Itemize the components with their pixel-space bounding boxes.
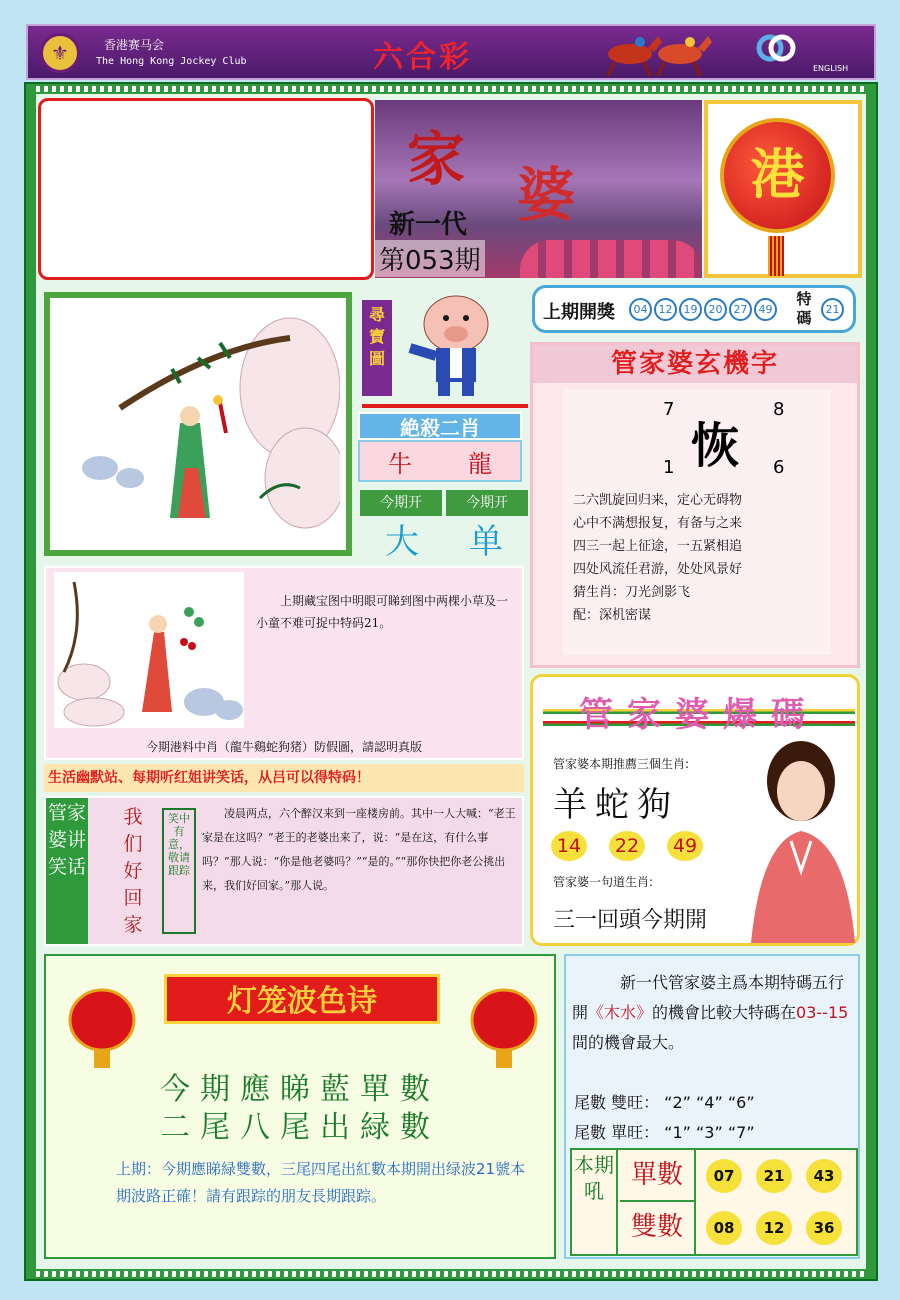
wx-text-a: 新一代管家婆主爲本期特碼五行開 xyxy=(572,973,845,1022)
lottery-rings-icon xyxy=(756,32,796,64)
mystery-word-panel xyxy=(530,342,860,668)
kill-zodiac-title: 絶殺二肖 xyxy=(358,412,522,440)
one-line-label: 管家婆一句道生肖: xyxy=(553,875,654,889)
open-label-2: 今期开 xyxy=(446,490,528,516)
recommend-label: 管家婆本期推薦三個生肖: xyxy=(553,757,690,771)
poem-line-1: 今期應睇藍單數 xyxy=(160,1072,440,1107)
odd-ball: 43 xyxy=(806,1159,842,1193)
one-line-hint: 三一回頭今期開 xyxy=(553,908,708,933)
child-scene-illustration xyxy=(54,572,244,728)
hot-code-title: 管家婆爆碼 xyxy=(543,685,855,745)
even-ball: 08 xyxy=(706,1211,742,1245)
even-ball: 12 xyxy=(756,1211,792,1245)
number-ball: 14 xyxy=(551,831,587,861)
open-label-1: 今期开 xyxy=(360,490,442,516)
wx-highlight: 《木水》 xyxy=(588,1003,653,1022)
scholar-scene-illustration xyxy=(60,308,340,538)
girl-portrait-image xyxy=(731,731,855,943)
divider xyxy=(362,404,528,408)
number-ball: 49 xyxy=(667,831,703,861)
special-ball: 21 xyxy=(821,298,844,321)
poem-line: 心中不满想报复，有备与之来 xyxy=(573,516,743,531)
mystery-word-body xyxy=(563,389,831,655)
poem-line: 四处风流任君游，处处风景好 xyxy=(573,562,743,577)
draw-ball: 04 xyxy=(629,298,652,321)
jockey-club-logo: ⚜ xyxy=(40,33,80,73)
lantern-icon xyxy=(68,980,136,1070)
puzzle-caption: 今期港料中肖（龍牛鷄蛇狗猪）防假圖，請認明真版 xyxy=(145,740,422,754)
treasure-map-label: 尋寶圖 xyxy=(362,300,392,396)
poem-line: 猜生肖：刀光剑影飞 xyxy=(573,585,691,600)
border-chain-bottom xyxy=(36,1271,866,1277)
treasure-picture xyxy=(44,292,352,556)
five-elements-text xyxy=(572,968,858,1058)
clue-number: 1 xyxy=(663,457,675,478)
mystery-character: 恢 xyxy=(691,418,740,474)
mark-six-title: 六合彩 xyxy=(373,40,472,75)
tail-double: 尾數 雙旺： “2” “4” “6” xyxy=(574,1093,755,1112)
pig-mascot-icon xyxy=(400,290,504,398)
club-name-english: The Hong Kong Jockey Club xyxy=(96,56,247,67)
draw-ball: 20 xyxy=(704,298,727,321)
clue-number: 7 xyxy=(663,399,675,420)
result-big: 大 xyxy=(385,521,419,562)
joke-text: 凌晨两点，六个醉汉来到一座楼房前。其中一人大喊：“老王家是在这吗？”老王的老婆出来了，说：“是在这，有什么事吗？”那人说：“你是他老婆吗？”“是的。”“那你快把你老公挑出来，我们好回家。”那人说。 xyxy=(202,807,516,892)
last-draw-label: 上期開獎 xyxy=(543,302,615,323)
lantern-icon xyxy=(470,980,538,1070)
issue-number: 第053期 xyxy=(375,240,485,277)
draw-ball: 27 xyxy=(729,298,752,321)
top-banner-bar xyxy=(26,24,876,80)
poem-line: 四三一起上征途，一五紧相追 xyxy=(573,539,743,554)
title-banner xyxy=(375,100,702,278)
tail-single: 尾數 單旺： “1” “3” “7” xyxy=(574,1123,755,1142)
blank-ad-box xyxy=(38,98,374,280)
five-elements-panel xyxy=(564,954,860,1259)
odd-even-label: 本期吼 xyxy=(572,1150,618,1254)
lantern-panel xyxy=(704,100,862,278)
poem-note: 上期：今期應睇緑雙數，三尾四尾出紅數本期開出绿波21號本期波路正確！請有跟踪的朋友長期跟踪。 xyxy=(116,1160,526,1205)
even-ball: 36 xyxy=(806,1211,842,1245)
border-chain-top xyxy=(36,86,866,92)
joke-tag: 笑中有意，敬请跟踪 xyxy=(162,808,196,934)
odd-label: 單數 xyxy=(620,1150,696,1202)
draw-ball: 12 xyxy=(654,298,677,321)
racehorse-icon xyxy=(600,28,718,78)
big-odd-result xyxy=(360,518,528,562)
wx-range: 03--15 xyxy=(796,1003,849,1022)
banner-title-po: 婆 xyxy=(517,161,576,229)
lantern-poem-panel xyxy=(44,954,556,1259)
even-label: 雙數 xyxy=(620,1202,696,1254)
clue-number: 8 xyxy=(773,399,785,420)
recommended-zodiacs: 羊蛇狗 xyxy=(553,785,679,825)
last-draw-panel xyxy=(532,285,856,333)
poem-line: 配：深机密谋 xyxy=(573,608,652,623)
joke-title: 我们好回家 xyxy=(123,806,143,936)
odd-even-table xyxy=(570,1148,858,1256)
puzzle-panel xyxy=(44,566,524,760)
lantern-tassel xyxy=(768,236,784,276)
odd-ball: 07 xyxy=(706,1159,742,1193)
lantern-poem-title: 灯笼波色诗 xyxy=(164,974,440,1024)
mystery-poem xyxy=(573,489,823,627)
odd-ball: 21 xyxy=(756,1159,792,1193)
wx-text-c: 間的機會最大。 xyxy=(572,1033,685,1052)
wx-text-b: 的機會比較大特碼在 xyxy=(652,1003,797,1022)
draw-ball: 19 xyxy=(679,298,702,321)
poem-line-2: 二尾八尾出緑數 xyxy=(160,1110,440,1145)
special-number-label: 特碼 xyxy=(796,290,812,327)
joke-section-label: 管家婆讲笑话 xyxy=(46,798,88,944)
kill-zodiac-values xyxy=(358,440,522,482)
poem-line: 二六凯旋回归来，定心无碍物 xyxy=(573,493,743,508)
humor-tip-line: 生活幽默站、每期听红姐讲笑话，从吕可以得特码！ xyxy=(44,764,524,792)
club-name-chinese: 香港赛马会 xyxy=(104,38,165,52)
banner-subtitle: 新一代 xyxy=(389,210,468,240)
kill-zodiac-1: 牛 xyxy=(388,449,412,478)
mystery-word-title: 管家婆玄機字 xyxy=(533,345,857,383)
english-link[interactable]: ENGLISH xyxy=(813,64,849,73)
kill-zodiac-2: 龍 xyxy=(468,449,492,478)
clue-number: 6 xyxy=(773,457,785,478)
lantern-icon xyxy=(720,118,835,233)
hot-code-panel xyxy=(530,674,860,946)
banner-title-jia: 家 xyxy=(407,125,466,193)
lantern-character: 港 xyxy=(750,143,805,206)
number-ball: 22 xyxy=(609,831,645,861)
result-odd: 单 xyxy=(469,521,503,562)
joke-panel xyxy=(44,796,524,946)
puzzle-description: 上期藏宝图中明眼可睇到图中两棵小草及一小童不难可捉中特码21。 xyxy=(256,594,509,630)
lotus-decoration xyxy=(520,240,702,278)
draw-ball: 49 xyxy=(754,298,777,321)
